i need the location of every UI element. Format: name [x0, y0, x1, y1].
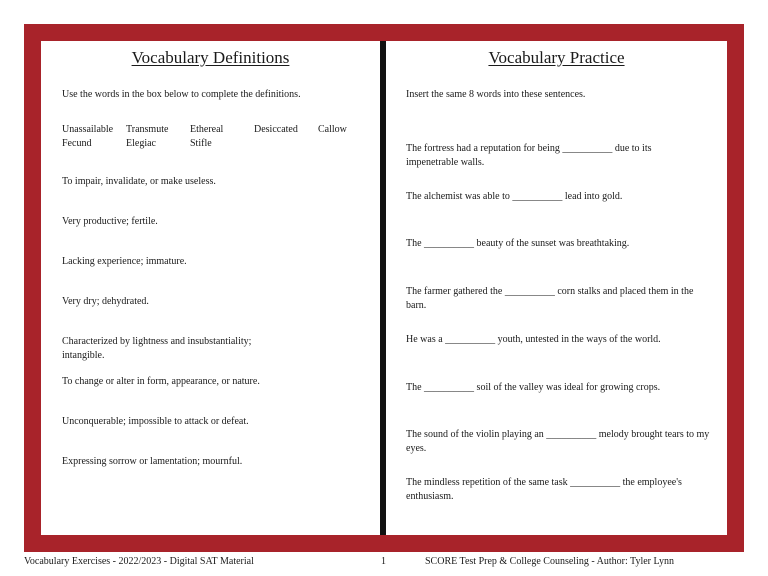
word-bank-item: Ethereal [190, 124, 224, 135]
practice-sentence: The farmer gathered the __________ corn stalks and placed them in the barn. [406, 286, 694, 311]
word-bank-item: Elegiac [126, 138, 156, 149]
practice-sentence: The sound of the violin playing an __________ melody brought tears to my eyes. [406, 429, 710, 454]
definition-item: To impair, invalidate, or make useless. [62, 176, 216, 187]
practice-sentence: The mindless repetition of the same task __________ the employee's enthusiasm. [406, 477, 682, 502]
definitions-instructions: Use the words in the box below to complete the definitions. [62, 89, 301, 100]
practice-sentence: The __________ soil of the valley was ideal for growing crops. [406, 382, 661, 393]
practice-sentence: The fortress had a reputation for being __________ due to its impenetrable walls. [406, 143, 652, 168]
definition-item: Lacking experience; immature. [62, 256, 187, 267]
word-bank-item: Fecund [62, 138, 92, 149]
word-bank-item: Stifle [190, 138, 212, 149]
practice-title: Vocabulary Practice [488, 48, 625, 67]
practice-sentence: The alchemist was able to __________ lead into gold. [406, 191, 623, 202]
word-bank-item: Unassailable [62, 124, 114, 135]
definition-item: Expressing sorrow or lamentation; mournful. [62, 456, 243, 467]
definition-item: Unconquerable; impossible to attack or defeat. [62, 416, 249, 427]
footer-right: SCORE Test Prep & College Counseling - Author: Tyler Lynn [425, 556, 675, 567]
page-number: 1 [381, 556, 386, 567]
practice-instructions: Insert the same 8 words into these sentences. [406, 89, 586, 100]
word-bank-item: Callow [318, 124, 347, 135]
practice-panel [386, 41, 727, 535]
definition-item: Very dry; dehydrated. [62, 296, 149, 307]
definitions-title: Vocabulary Definitions [131, 48, 290, 67]
practice-sentence: He was a __________ youth, untested in the ways of the world. [406, 334, 661, 345]
definition-item: To change or alter in form, appearance, or nature. [62, 376, 260, 387]
word-bank-item: Transmute [126, 124, 169, 135]
practice-sentence: The __________ beauty of the sunset was breathtaking. [406, 238, 630, 249]
footer-left: Vocabulary Exercises - 2022/2023 - Digital SAT Material [24, 556, 254, 567]
word-bank-item: Desiccated [254, 124, 298, 135]
definition-item: Very productive; fertile. [62, 216, 158, 227]
definitions-panel [41, 41, 380, 535]
definition-item: Characterized by lightness and insubstantiality; intangible. [62, 336, 252, 361]
